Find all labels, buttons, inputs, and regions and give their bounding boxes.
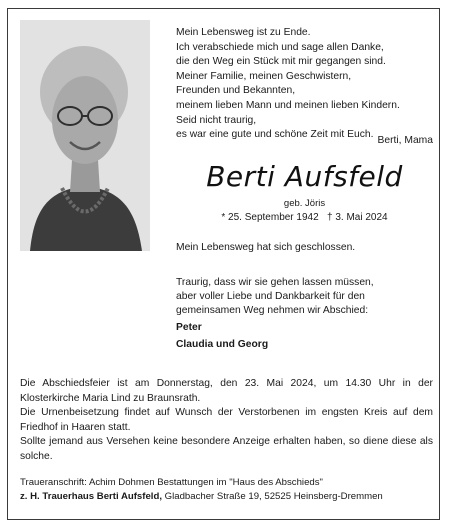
message-block <box>176 276 374 318</box>
poem-line: meinem lieben Mann und meinen lieben Kindern. <box>176 99 400 111</box>
life-dates: * 25. September 1942 † 3. Mai 2024 <box>221 212 388 223</box>
poem-line: Meiner Familie, meinen Geschwistern, <box>176 70 352 82</box>
poem-line: Ich verabschiede mich und sage allen Danke, <box>176 41 384 53</box>
poem-line: Mein Lebensweg ist zu Ende. <box>176 27 311 38</box>
footer-house-name: z. H. Trauerhaus Berti Aufsfeld, <box>20 491 162 502</box>
mourner: Claudia und Georg <box>176 339 269 350</box>
mourner: Peter <box>176 322 202 333</box>
footer-address-line2 <box>20 490 433 504</box>
footer-street: Gladbacher Straße 19, 52525 Heinsberg-Dremmen <box>161 491 383 502</box>
poem-line: die den Weg ein Stück mit mir gegangen sind. <box>176 56 386 68</box>
poem-line: Freunden und Bekannten, <box>176 85 296 97</box>
message-line: aber voller Liebe und Dankbarkeit für den <box>176 291 365 302</box>
poem-line: Seid nicht traurig, <box>176 114 257 126</box>
poem-line: es war eine gute und schöne Zeit mit Euch. <box>176 129 374 141</box>
message-line: Traurig, dass wir sie gehen lassen müssen, <box>176 277 374 288</box>
closed-line: Mein Lebensweg hat sich geschlossen. <box>176 242 356 253</box>
footer-address-line1: Traueranschrift: Achim Dohmen Bestattungen im "Haus des Abschieds" <box>20 477 323 488</box>
deceased-name: Berti Aufsfeld <box>206 160 403 193</box>
portrait-image <box>20 20 150 251</box>
notice-burial: Die Urnenbeisetzung findet auf Wunsch der Verstorbenen im engsten Kreis auf dem Friedhof in Haaren statt. <box>20 407 433 433</box>
birth-name: geb. Jöris <box>283 198 326 209</box>
poem-signature: Berti, Mama <box>377 135 433 146</box>
notice-ceremony: Die Abschiedsfeier ist am Donnerstag, den 23. Mai 2024, um 14.30 Uhr in der Klosterkirche Maria Lind zu Braunsrath. <box>20 378 433 404</box>
message-line: gemeinsamen Weg nehmen wir Abschied: <box>176 305 369 316</box>
notice-announcement: Sollte jemand aus Versehen keine besondere Anzeige erhalten haben, so diene diese als solche. <box>20 436 433 462</box>
portrait-photo <box>20 20 150 251</box>
poem <box>176 26 400 143</box>
